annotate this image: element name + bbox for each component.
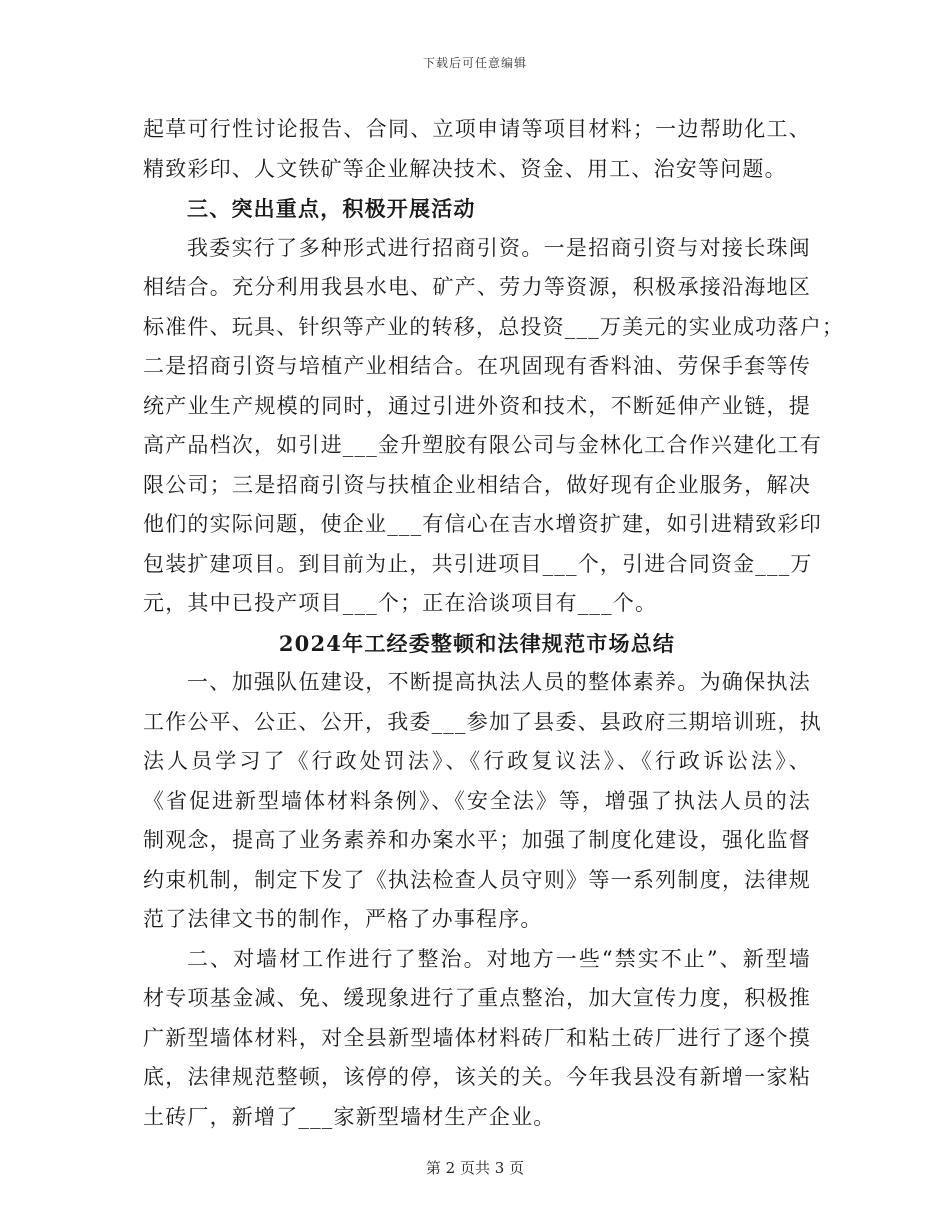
paragraph-line: 二、对墙材工作进行了整治。对地方一些“禁实不止”、新型墙 (187, 946, 811, 971)
paragraph-line: 统产业生产规模的同时，通过引进外资和技术，不断延伸产业链，提 (143, 393, 811, 418)
paragraph-line: 广新型墙体材料，对全县新型墙体材料砖厂和粘土砖厂进行了逐个摸 (143, 1025, 811, 1050)
paragraph-line: 二是招商引资与培植产业相结合。在巩固现有香料油、劳保手套等传 (143, 354, 811, 378)
paragraph-line: 约束机制，制定下发了《执法检查人员守则》等一系列制度，法律规 (143, 867, 811, 892)
paragraph-line: 精致彩印、人文铁矿等企业解决技术、资金、用工、治安等问题。 (143, 156, 787, 181)
document-title: 2024年工经委整顿和法律规范市场总结 (278, 630, 676, 656)
paragraph-line: 法人员学习了《行政处罚法》、《行政复议法》、《行政诉讼法》、 (143, 749, 811, 773)
paragraph-line: 高产品档次，如引进___金升塑胶有限公司与金林化工合作兴建化工有 (143, 433, 822, 457)
paragraph-line: 包装扩建项目。到目前为止，共引进项目___个，引进合同资金___万 (143, 551, 813, 576)
paragraph-line: 元，其中已投产项目___个；正在洽谈项目有___个。 (143, 591, 658, 615)
paragraph-line: 他们的实际问题，使企业___有信心在吉水增资扩建，如引进精致彩印 (143, 512, 822, 536)
document-body (143, 110, 845, 1137)
page-number: 第 2 页共 3 页 (425, 1159, 525, 1177)
paragraph-line: 土砖厂，新增了___家新型墙材生产企业。 (143, 1104, 556, 1129)
paragraph-line: 工作公平、公正、公开，我委___参加了县委、县政府三期培训班，执 (143, 709, 822, 734)
paragraph-line: 《省促进新型墙体材料条例》、《安全法》等，增强了执法人员的法 (143, 788, 811, 813)
paragraph-line: 底，法律规范整顿，该停的停，该关的关。今年我县没有新增一家粘 (143, 1065, 811, 1089)
paragraph-line: 限公司；三是招商引资与扶植企业相结合，做好现有企业服务，解决 (143, 472, 811, 497)
paragraph-line: 制观念，提高了业务素养和办案水平；加强了制度化建设，强化监督 (143, 828, 811, 852)
paragraph-line: 材专项基金减、免、缓现象进行了重点整治，加大宣传力度，积极推 (143, 986, 811, 1010)
page-header: 下载后可任意编辑 (422, 56, 527, 70)
paragraph-line: 相结合。充分利用我县水电、矿产、劳力等资源，积极承接沿海地区 (143, 275, 811, 299)
paragraph-line: 标准件、玩具、针织等产业的转移，总投资___万美元的实业成功落户； (143, 314, 845, 339)
section-heading: 三、突出重点，积极开展活动 (187, 196, 476, 221)
paragraph-line: 范了法律文书的制作，严格了办事程序。 (143, 907, 543, 931)
paragraph-line: 我委实行了多种形式进行招商引资。一是招商引资与对接长珠闽 (187, 235, 811, 260)
paragraph-line: 起草可行性讨论报告、合同、立项申请等项目材料；一边帮助化工、 (143, 117, 811, 141)
paragraph-line: 一、加强队伍建设，不断提高执法人员的整体素养。为确保执法 (187, 670, 811, 694)
